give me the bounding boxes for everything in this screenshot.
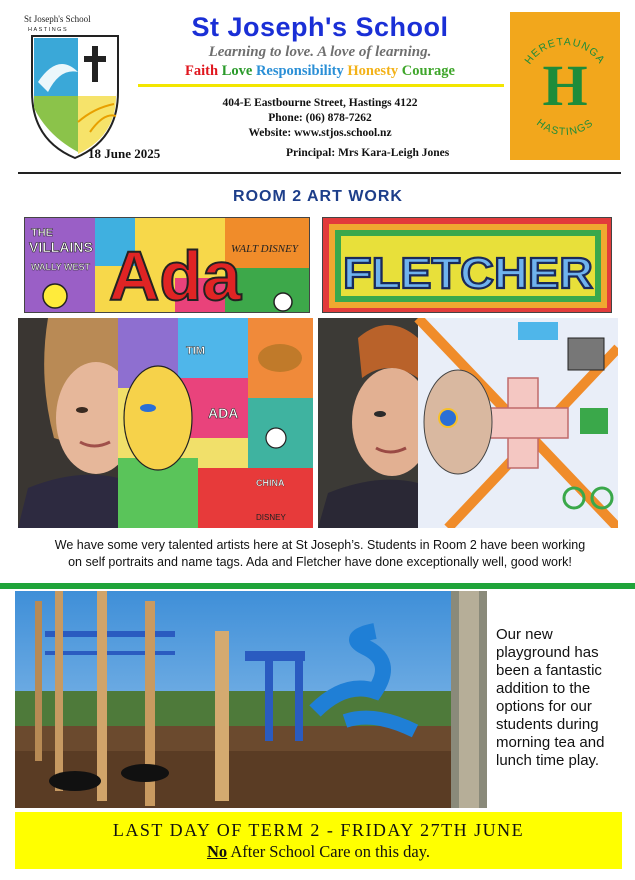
art-caption-line-1: We have some very talented artists here at St Joseph’s. Students in Room 2 have been working — [54, 538, 586, 552]
school-address: 404-E Eastbourne Street, Hastings 4122 — [222, 97, 418, 109]
value-responsibility: Responsibility — [255, 63, 344, 79]
banner-line-2 — [15, 842, 622, 862]
svg-text:HASTINGS — [534, 117, 596, 138]
section-divider-green — [0, 583, 635, 589]
school-values — [140, 63, 500, 80]
school-phone: Phone: (06) 878-7262 — [268, 112, 372, 124]
value-faith: Faith — [185, 63, 219, 79]
school-crest — [18, 12, 130, 162]
tag-ada-text: Ada — [108, 237, 242, 313]
value-honesty: Honesty — [347, 63, 399, 79]
crest-sublabel: HASTINGS — [28, 27, 69, 33]
header-divider — [138, 84, 504, 87]
portrait-word-tim: TIM — [186, 345, 205, 357]
name-tag-fletcher — [322, 217, 612, 313]
house-letter: H — [542, 53, 588, 118]
banner-line-2-rest: After School Care on this day. — [227, 842, 431, 861]
portrait-word-ada: ADA — [208, 405, 239, 421]
value-love: Love — [221, 63, 253, 79]
house-badge — [510, 12, 620, 160]
tag-word-villains: VILLAINS — [29, 239, 93, 255]
art-caption-line-2: on self portraits and name tags. Ada and Fletcher have done exceptionally well, good work! — [68, 555, 572, 569]
crest-label: St Joseph's School — [24, 14, 91, 24]
school-website: Website: www.stjos.school.nz — [248, 127, 392, 139]
contact-block — [140, 96, 500, 141]
portrait-word-china: CHINA — [256, 478, 285, 488]
portrait-ada — [18, 318, 313, 528]
principal-name: Principal: Mrs Kara-Leigh Jones — [286, 147, 450, 159]
tag-word-wally-west: WALLY WEST — [31, 262, 91, 272]
portrait-word-disney: DISNEY — [256, 513, 286, 522]
name-tag-ada — [24, 217, 310, 313]
banner-no: No — [206, 842, 228, 861]
tag-word-the: THE — [31, 227, 53, 239]
header-rule — [18, 172, 621, 174]
playground-photo — [15, 591, 487, 808]
newsletter-date: 18 June 2025 — [88, 146, 161, 161]
house-top-text: HERETAUNGA — [522, 35, 608, 67]
art-section-title: ROOM 2 ART WORK — [233, 188, 403, 205]
tag-fletcher-text: FLETCHER — [343, 249, 593, 298]
value-courage: Courage — [401, 63, 455, 79]
school-motto: Learning to love. A love of learning. — [208, 44, 432, 60]
tag-word-walt-disney: WALT DISNEY — [231, 243, 298, 255]
house-bottom-text: HASTINGS — [534, 116, 596, 139]
banner-line-1: LAST DAY OF TERM 2 - FRIDAY 27TH JUNE — [112, 820, 525, 840]
art-caption — [22, 537, 618, 571]
school-title: St Joseph's School — [191, 12, 449, 42]
playground-text: Our new playground has been a fantastic addition to the options for our students during morning tea and lunch time play. — [496, 626, 605, 769]
portrait-fletcher — [318, 318, 618, 528]
